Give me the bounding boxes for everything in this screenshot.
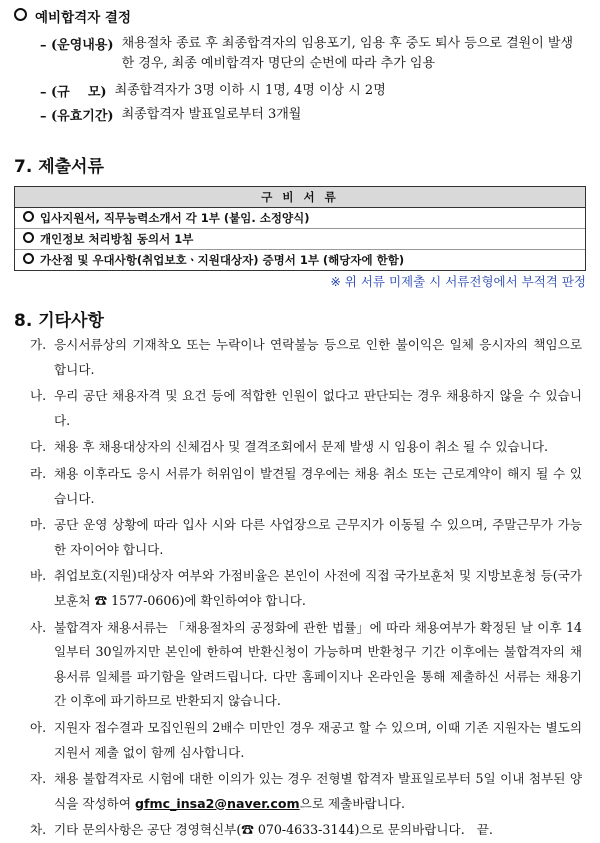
section-8-title: 8. 기타사항 — [14, 311, 104, 331]
section-7-title: 7. 제출서류 — [14, 157, 104, 177]
contact-email-link[interactable]: gfmc_insa2@naver.com — [135, 795, 300, 811]
list-item: 자. 채용 불합격자로 시험에 대한 이의가 있는 경우 전형별 합격자 발표일로부터 5일 이내 첨부된 양식을 작성하여 gfmc_insa2@naver.com으로 제출바랍니다. — [30, 771, 582, 811]
list-item: 차. 기타 문의사항은 공단 경영혁신부(☎ 070-4633-3144)으로 문의바랍니다. 끝. — [30, 822, 493, 838]
other-notes-list — [30, 333, 582, 843]
reserve-row-validity: – (유효기간) 최종합격자 발표일로부터 3개월 — [40, 107, 302, 124]
circle-bullet-icon — [23, 253, 34, 264]
documents-note: ※ 위 서류 미제출 시 서류전형에서 부적격 판정 — [330, 274, 586, 289]
document-item: 가산점 및 우대사항(취업보호ㆍ지원대상자) 증명서 1부 (해당자에 한함) — [15, 250, 585, 270]
documents-table-title: 구 비 서 류 — [15, 187, 585, 208]
reserve-row-operation: – (운영내용) 채용절차 종료 후 최종합격자의 임용포기, 임용 후 중도 퇴사 등으로 결원이 발생한 경우, 최종 예비합격자 명단의 순번에 따라 추가 임용 — [40, 36, 574, 71]
list-item: 다. 채용 후 채용대상자의 신체검사 및 결격조회에서 문제 발생 시 임용이 취소 될 수 있습니다. — [30, 439, 549, 455]
circle-bullet-icon — [23, 211, 34, 222]
list-item: 라. 채용 이후라도 응시 서류가 허위임이 발견될 경우에는 채용 취소 또는 근로계약이 해지 될 수 있습니다. — [30, 465, 582, 506]
reserve-row-scale: – (규 모) 최종합격자가 3명 이하 시 1명, 4명 이상 시 2명 — [40, 83, 386, 100]
document-item: 입사지원서, 직무능력소개서 각 1부 (붙임. 소정양식) — [15, 208, 585, 229]
list-item: 사. 불합격자 채용서류는 「채용절차의 공정화에 관한 법률」에 따라 채용여부가 확정된 날 이후 14일부터 30일까지만 본인에 한하여 반환신청이 가능하며 반환청구 기간 이후에는 불합격자의 채용서류 일체를 파기함을 알려드립니다. 다만 홈페이지나 온라인을 통해 제출하신 서류는 채용기간 이후에 파기하므로 반환되지 않습니다. — [30, 619, 582, 709]
document-item: 개인정보 처리방침 동의서 1부 — [15, 229, 585, 250]
circle-bullet-icon — [14, 8, 27, 21]
required-documents-table — [14, 186, 586, 271]
list-item: 바. 취업보호(지원)대상자 여부와 가점비율은 본인이 사전에 직접 국가보훈처 및 지방보훈청 등(국가보훈처 ☎ 1577-0606)에 확인하여야 합니다. — [30, 568, 582, 608]
circle-bullet-icon — [23, 232, 34, 243]
reserve-heading: 예비합격자 결정 — [14, 6, 131, 26]
list-item: 마. 공단 운영 상황에 따라 입사 시와 다른 사업장으로 근무지가 이동될 수 있으며, 주말근무가 가능한 자이어야 합니다. — [30, 517, 582, 557]
list-item: 아. 지원자 접수결과 모집인원의 2배수 미만인 경우 재공고 할 수 있으며, 이때 기존 지원자는 별도의 지원서 제출 없이 함께 심사합니다. — [30, 719, 582, 760]
list-item: 나. 우리 공단 채용자격 및 요건 등에 적합한 인원이 없다고 판단되는 경우 채용하지 않을 수 있습니다. — [30, 388, 582, 428]
list-item: 가. 응시서류상의 기재착오 또는 누락이나 연락불능 등으로 인한 불이익은 일체 응시자의 책임으로 합니다. — [30, 337, 582, 377]
